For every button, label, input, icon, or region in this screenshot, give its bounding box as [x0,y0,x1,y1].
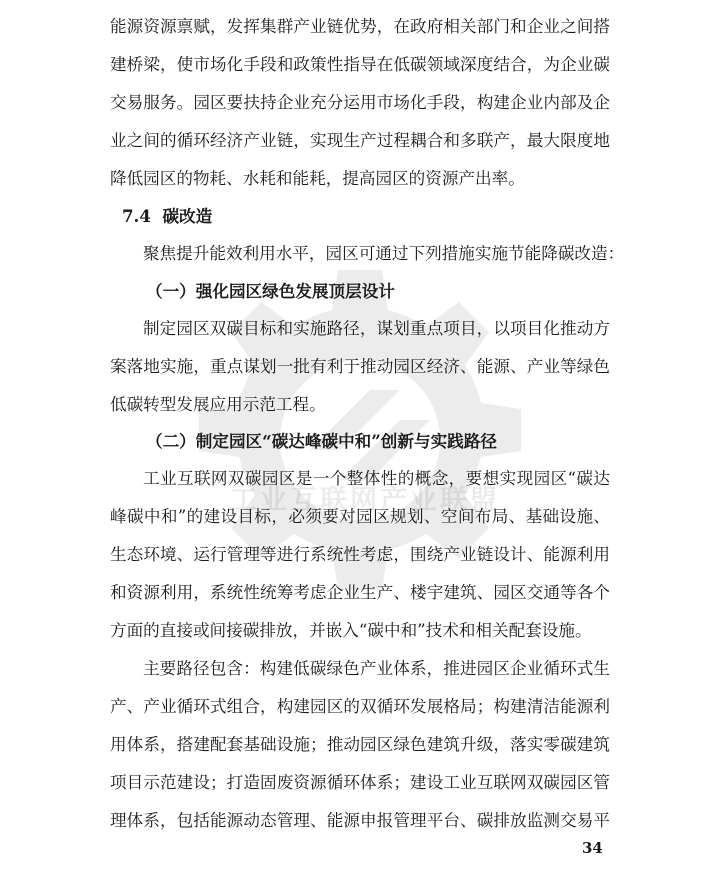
section-number: 7.4 [122,206,151,226]
paragraph-line: 项目示范建设；打造固废资源循环体系；建设工业互联网双碳园区管 [110,773,610,792]
page-number: 34 [582,839,603,857]
paragraph-line: 降低园区的物耗、水耗和能耗，提高园区的资源产出率。 [110,169,525,188]
paragraph-line: 方面的直接或间接碳排放，并嵌入“碳中和”技术和相关配套设施。 [110,621,592,640]
paragraph-line: 建桥梁，使市场化手段和政策性指导在低碳领域深度结合，为企业碳 [110,55,610,74]
paragraph-line: 业之间的循环经济产业链，实现生产过程耦合和多联产，最大限度地 [110,131,610,150]
subsection-1-title: （一）强化园区绿色发展顶层设计 [146,281,395,301]
paragraph-line: 峰碳中和”的建设目标，必须要对园区规划、空间布局、基础设施、 [110,507,610,526]
section-heading [122,206,212,226]
paragraph-line: 生态环境、运行管理等进行系统性考虑，围绕产业链设计、能源利用 [110,545,610,564]
watermark-text: 工业互联网产业联盟 [230,485,500,516]
paragraph-line: 用体系，搭建配套基础设施；推动园区绿色建筑升级，落实零碳建筑 [110,735,610,754]
paragraph-line: 能源资源禀赋，发挥集群产业链优势，在政府相关部门和企业之间搭 [110,17,610,36]
subsection-2-title: （二）制定园区“碳达峰碳中和”创新与实践路径 [146,431,497,451]
paragraph-line: 产、产业循环式组合，构建园区的双循环发展格局；构建清洁能源利 [110,697,610,716]
paragraph-line: 工业互联网双碳园区是一个整体性的概念，要想实现园区“碳达 [143,469,610,488]
paragraph-line: 主要路径包含：构建低碳绿色产业体系，推进园区企业循环式生 [143,659,610,678]
paragraph-line: 低碳转型发展应用示范工程。 [110,395,326,414]
paragraph-line: 和资源利用，系统性统筹考虑企业生产、楼宇建筑、园区交通等各个 [110,583,610,602]
paragraph-line: 案落地实施，重点谋划一批有利于推动园区经济、能源、产业等绿色 [110,357,610,376]
paragraph-line: 理体系，包括能源动态管理、能源申报管理平台、碳排放监测交易平 [110,811,610,830]
paragraph-line: 交易服务。园区要扶持企业充分运用市场化手段，构建企业内部及企 [110,93,610,112]
paragraph-line: 制定园区双碳目标和实施路径，谋划重点项目，以项目化推动方 [143,319,610,338]
section-intro: 聚焦提升能效利用水平，园区可通过下列措施实施节能降碳改造： [143,244,625,263]
section-title: 碳改造 [162,206,213,226]
